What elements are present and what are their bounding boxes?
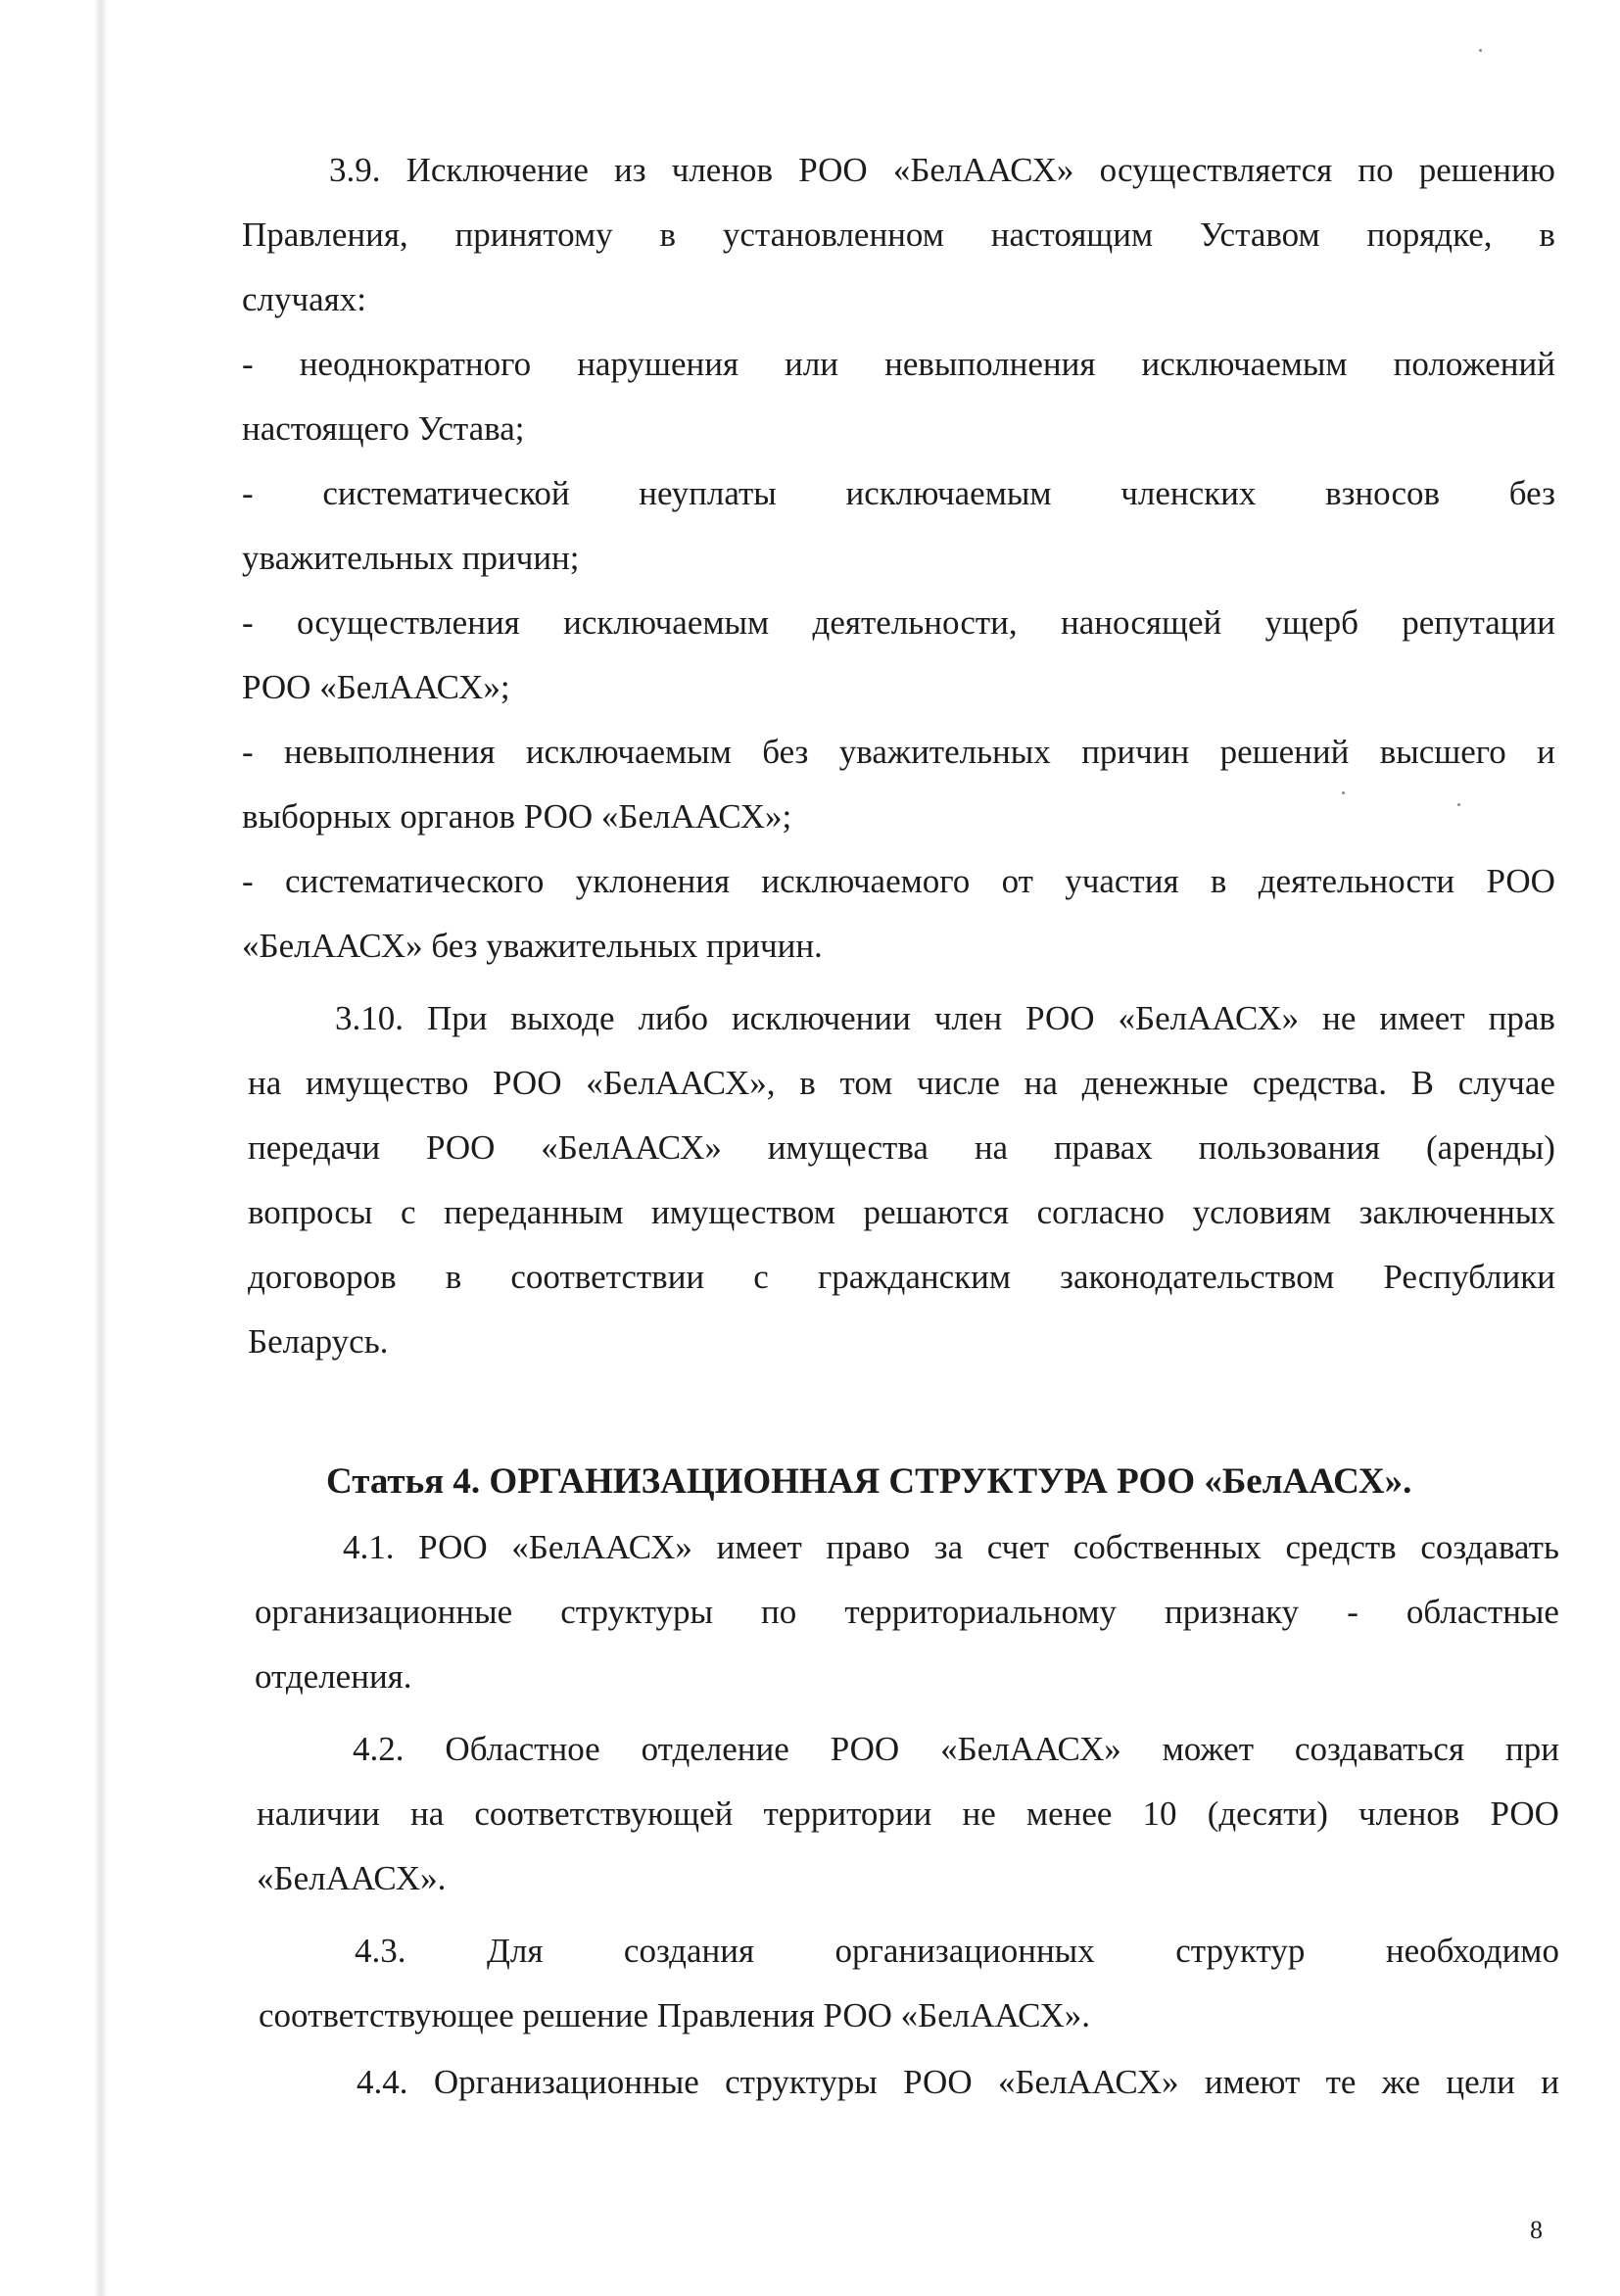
p3-10-line-6: Беларусь.: [248, 1322, 389, 1361]
word: Республики: [1383, 1258, 1555, 1296]
word: имеют: [1204, 2063, 1301, 2101]
word: структур: [1175, 1932, 1306, 1970]
word: 3.9.: [329, 151, 381, 189]
p3-10-line-5: [248, 1256, 1555, 1299]
word: создаваться: [1294, 1730, 1465, 1768]
word: за: [933, 1528, 964, 1566]
word: выходе: [510, 999, 615, 1037]
p3-9-item-4-line-2: выборных органов РОО «БелААСХ»;: [242, 797, 792, 836]
p4-1-line-3: отделения.: [255, 1657, 412, 1696]
word: от: [1001, 862, 1033, 900]
word: РОО: [425, 1128, 496, 1167]
word: «БелААСХ»: [511, 1528, 692, 1566]
word: решению: [1418, 151, 1555, 189]
word: структуры: [560, 1593, 713, 1631]
word: и: [1541, 2063, 1559, 2101]
word: взносов: [1325, 474, 1441, 512]
word: территориальному: [844, 1593, 1117, 1631]
word: в: [1210, 862, 1227, 900]
word: не: [962, 1794, 996, 1833]
word: -: [242, 345, 254, 383]
word: наносящей: [1061, 603, 1222, 642]
word: либо: [638, 999, 708, 1037]
word: осуществляется: [1099, 151, 1333, 189]
word: 4.3.: [355, 1932, 406, 1970]
word: неоднократного: [299, 345, 532, 383]
word: нарушения: [577, 345, 739, 383]
word: решаются: [863, 1193, 1010, 1231]
page-number: 8: [1530, 2216, 1543, 2244]
word: не: [1322, 999, 1357, 1037]
word: организационных: [834, 1932, 1095, 1970]
word: -: [242, 733, 254, 771]
word: В: [1410, 1064, 1435, 1102]
word: те: [1325, 2063, 1357, 2101]
word: 4.2.: [353, 1730, 405, 1768]
word: случае: [1457, 1064, 1555, 1102]
word: договоров: [248, 1258, 397, 1296]
word: исключаемым: [525, 733, 732, 771]
word: -: [242, 862, 254, 900]
p4-2-line-1: [353, 1728, 1559, 1771]
word: вопросы: [248, 1193, 373, 1231]
word: в: [659, 215, 677, 254]
scan-speck: [1457, 803, 1460, 806]
word: невыполнения: [284, 733, 496, 771]
word: менее: [1025, 1794, 1113, 1833]
word: с: [753, 1258, 769, 1296]
word: и: [1537, 733, 1555, 771]
word: на: [248, 1064, 282, 1102]
word: передачи: [248, 1128, 381, 1167]
word: по: [1358, 151, 1394, 189]
word: деятельности: [1258, 862, 1455, 900]
word: же: [1381, 2063, 1421, 2101]
word: согласно: [1036, 1193, 1165, 1231]
word: территории: [763, 1794, 932, 1833]
word: исключении: [731, 999, 911, 1037]
word: настоящим: [990, 215, 1154, 254]
word: без: [1508, 474, 1555, 512]
word: имущество: [305, 1064, 469, 1102]
word: Для: [486, 1932, 544, 1970]
word: соответствующей: [474, 1794, 734, 1833]
word: признаку: [1165, 1593, 1300, 1631]
word: имущества: [767, 1128, 929, 1167]
p3-9-line-3: случаях:: [242, 280, 366, 318]
word: -: [242, 474, 254, 512]
word: членских: [1120, 474, 1257, 512]
p3-9-line-2: [242, 214, 1555, 257]
word: собственных: [1072, 1528, 1262, 1566]
word: РОО: [798, 151, 868, 189]
word: структуры: [725, 2063, 878, 2101]
p4-2-line-3: «БелААСХ».: [257, 1859, 447, 1897]
word: 4.4.: [357, 2063, 408, 2101]
word: «БелААСХ»: [892, 151, 1074, 189]
p3-9-item-5-line-2: «БелААСХ» без уважительных причин.: [242, 927, 823, 965]
word: имеет: [1379, 999, 1465, 1037]
word: в: [1539, 215, 1555, 254]
p4-1-line-2: [255, 1591, 1559, 1634]
word: порядке,: [1366, 215, 1493, 254]
word: исключаемым: [845, 474, 1052, 512]
word: ущерб: [1264, 603, 1358, 642]
word: Организационные: [433, 2063, 699, 2101]
word: 3.10.: [335, 999, 404, 1037]
word: или: [785, 345, 839, 383]
word: на: [974, 1128, 1009, 1167]
word: осуществления: [297, 603, 520, 642]
word: имуществом: [651, 1193, 835, 1231]
word: отделение: [641, 1730, 789, 1768]
word: 10: [1142, 1794, 1177, 1833]
word: законодательством: [1060, 1258, 1335, 1296]
word: «БелААСХ»,: [586, 1064, 776, 1102]
word: РОО: [1025, 999, 1095, 1037]
word: исключаемым: [563, 603, 770, 642]
word: Правления,: [242, 215, 408, 254]
word: в: [799, 1064, 816, 1102]
word: средства.: [1252, 1064, 1387, 1102]
p3-9-item-2-line-1: [242, 472, 1555, 515]
p4-3-line-2: соответствующее решение Правления РОО «БелААСХ».: [259, 1996, 1091, 2034]
p3-10-line-1: [335, 997, 1555, 1040]
word: «БелААСХ»: [541, 1128, 722, 1167]
word: средств: [1285, 1528, 1397, 1566]
word: числе: [917, 1064, 1000, 1102]
word: может: [1162, 1730, 1254, 1768]
word: установленном: [722, 215, 944, 254]
word: членов: [671, 151, 774, 189]
word: При: [426, 999, 488, 1037]
word: положений: [1393, 345, 1555, 383]
p3-9-item-5-line-1: [242, 860, 1555, 903]
word: на: [1024, 1064, 1058, 1102]
word: РОО: [1486, 862, 1555, 900]
word: Уставом: [1199, 215, 1320, 254]
word: на: [409, 1794, 445, 1833]
article-4-heading: Статья 4. ОРГАНИЗАЦИОННАЯ СТРУКТУРА РОО «БелААСХ».: [326, 1461, 1412, 1502]
p3-9-item-3-line-1: [242, 601, 1555, 645]
word: правах: [1053, 1128, 1153, 1167]
p3-9-item-4-line-1: [242, 731, 1555, 774]
word: систематической: [322, 474, 570, 512]
word: заключенных: [1358, 1193, 1555, 1231]
word: «БелААСХ»: [1118, 999, 1300, 1037]
word: с: [401, 1193, 416, 1231]
word: РОО: [418, 1528, 488, 1566]
p4-3-line-1: [355, 1930, 1559, 1973]
word: РОО: [830, 1730, 900, 1768]
word: систематического: [284, 862, 545, 900]
word: (десяти): [1207, 1794, 1328, 1833]
word: «БелААСХ»: [997, 2063, 1179, 2101]
word: право: [826, 1528, 911, 1566]
word: -: [242, 603, 254, 642]
word: «БелААСХ»: [940, 1730, 1121, 1768]
p3-9-item-3-line-2: РОО «БелААСХ»;: [242, 668, 510, 706]
word: высшего: [1379, 733, 1506, 771]
word: исключаемым: [1141, 345, 1348, 383]
p3-10-line-4: [248, 1191, 1555, 1234]
word: Областное: [445, 1730, 600, 1768]
word: репутации: [1402, 603, 1555, 642]
word: создавать: [1420, 1528, 1559, 1566]
word: при: [1504, 1730, 1559, 1768]
p4-1-line-1: [343, 1526, 1559, 1569]
word: соответствии: [510, 1258, 705, 1296]
word: создания: [623, 1932, 755, 1970]
word: прав: [1488, 999, 1555, 1037]
p3-10-line-2: [248, 1062, 1555, 1105]
word: в: [445, 1258, 462, 1296]
word: без: [762, 733, 809, 771]
word: уважительных: [838, 733, 1051, 771]
word: наличии: [257, 1794, 380, 1833]
word: из: [614, 151, 646, 189]
p4-2-line-2: [257, 1793, 1559, 1836]
word: деятельности,: [812, 603, 1018, 642]
word: организационные: [255, 1593, 513, 1631]
word: денежные: [1081, 1064, 1229, 1102]
word: РОО: [493, 1064, 562, 1102]
p3-9-item-2-line-2: уважительных причин;: [242, 539, 580, 577]
word: гражданским: [817, 1258, 1012, 1296]
p3-9-item-1-line-2: настоящего Устава;: [242, 409, 525, 448]
word: РОО: [1490, 1794, 1559, 1833]
word: пользования: [1198, 1128, 1381, 1167]
p4-4-line-1: [357, 2061, 1559, 2104]
scan-speck: [1342, 791, 1345, 794]
word: уклонения: [575, 862, 731, 900]
scan-speck: [1479, 49, 1482, 52]
word: членов: [1358, 1794, 1460, 1833]
word: причин: [1081, 733, 1190, 771]
word: счет: [986, 1528, 1050, 1566]
word: Исключение: [405, 151, 589, 189]
word: переданным: [444, 1193, 624, 1231]
p3-10-line-3: [248, 1126, 1555, 1170]
p3-9-line-1: [329, 149, 1555, 192]
word: по: [761, 1593, 797, 1631]
word: неуплаты: [639, 474, 777, 512]
word: необходимо: [1385, 1932, 1559, 1970]
word: исключаемого: [761, 862, 971, 900]
word: областные: [1406, 1593, 1559, 1631]
word: принятому: [454, 215, 613, 254]
word: невыполнения: [884, 345, 1096, 383]
word: решений: [1219, 733, 1350, 771]
word: (аренды): [1426, 1128, 1555, 1167]
word: условиям: [1192, 1193, 1332, 1231]
word: участия: [1065, 862, 1179, 900]
word: том: [839, 1064, 893, 1102]
word: цели: [1446, 2063, 1515, 2101]
p3-9-item-1-line-1: [242, 343, 1555, 386]
word: РОО: [903, 2063, 973, 2101]
word: 4.1.: [343, 1528, 395, 1566]
word: имеет: [716, 1528, 802, 1566]
word: член: [933, 999, 1003, 1037]
word: -: [1347, 1593, 1358, 1631]
